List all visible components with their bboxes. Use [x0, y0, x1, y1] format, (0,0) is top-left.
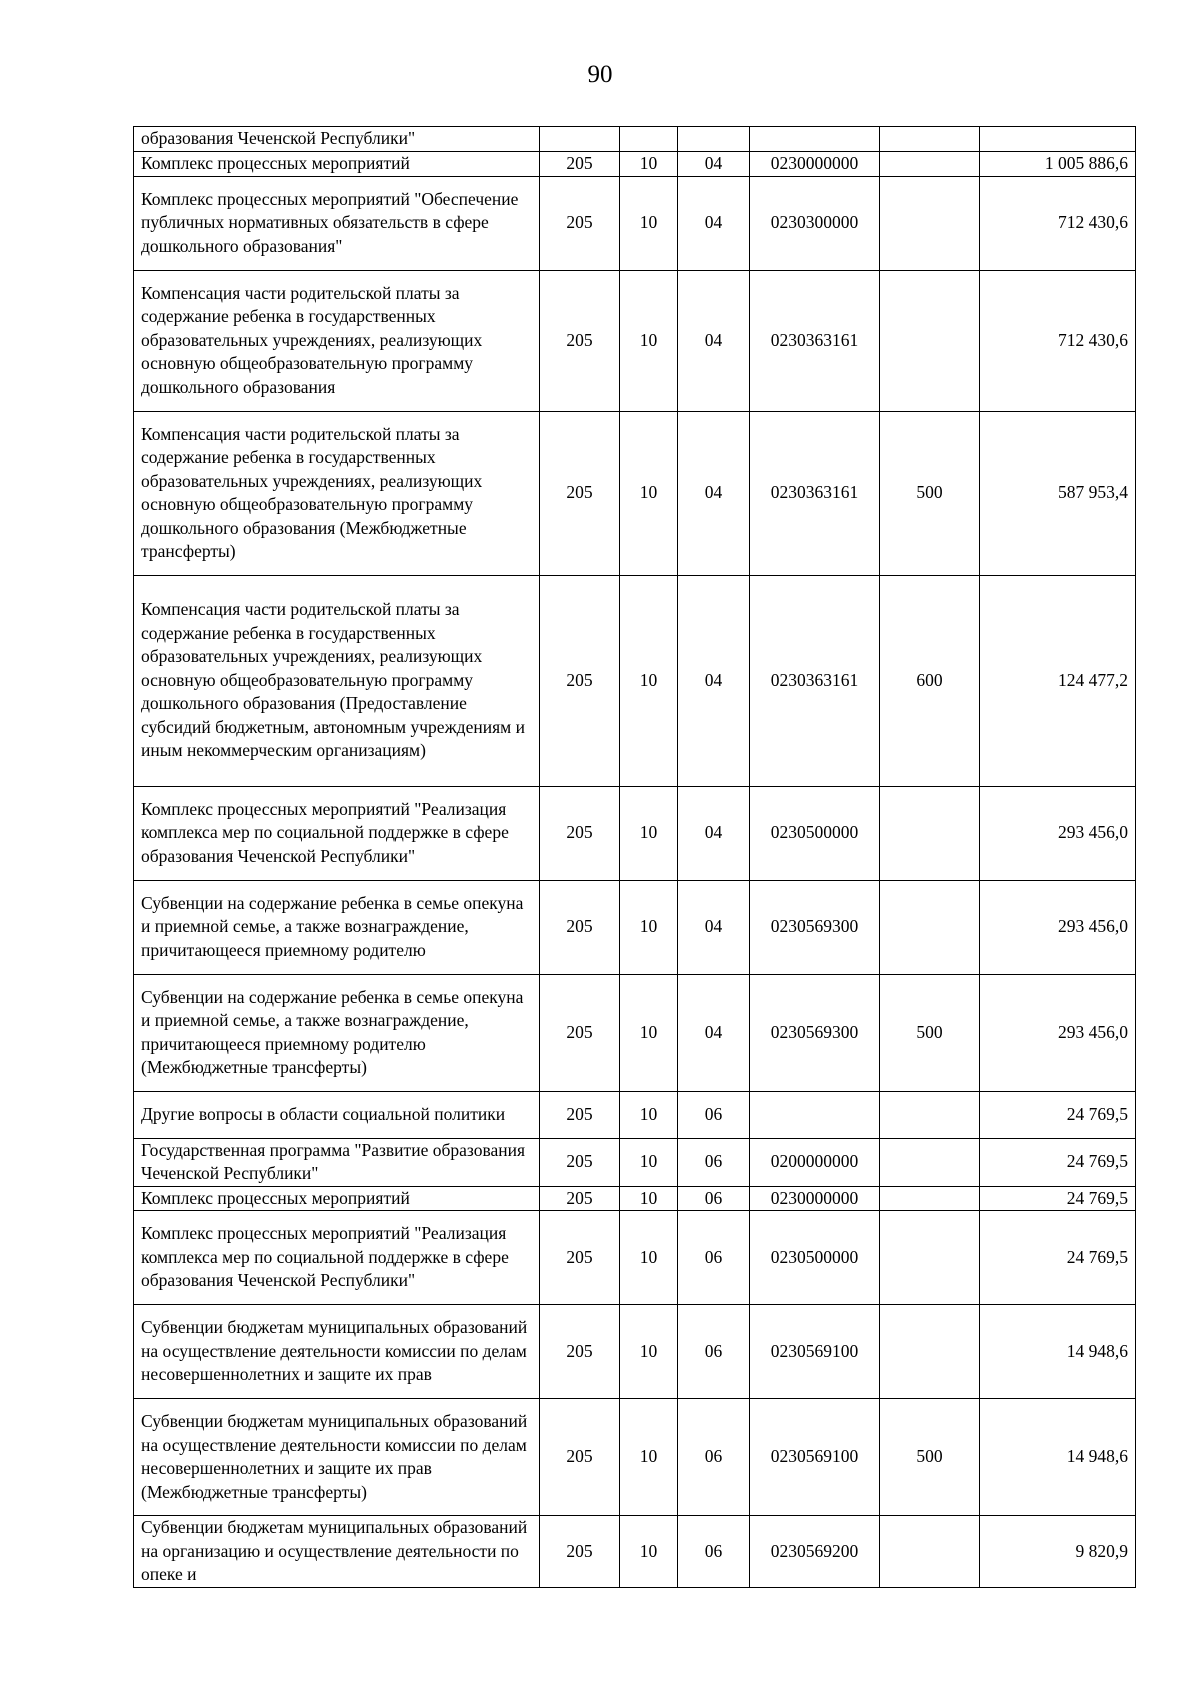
row-name: Компенсация части родительской платы за содержание ребенка в государственных образовательных учреждениях, реализующих основную общеобразовательную программу дошкольного образования (Предоставление субсидий бюджетным, автономным учреждениям и иным некоммерческим организациям) — [134, 575, 540, 786]
row-rz: 10 — [620, 974, 678, 1091]
row-pr: 04 — [678, 270, 750, 411]
row-vr — [880, 1516, 980, 1588]
row-name: образования Чеченской Республики" — [134, 127, 540, 152]
table-row — [134, 1138, 1136, 1186]
table-row — [134, 152, 1136, 177]
table-row — [134, 880, 1136, 974]
row-vr: 500 — [880, 1399, 980, 1516]
row-pr: 04 — [678, 786, 750, 880]
row-rz: 10 — [620, 1305, 678, 1399]
row-sum: 712 430,6 — [980, 176, 1136, 270]
row-name: Комплекс процессных мероприятий — [134, 1186, 540, 1211]
row-vr — [880, 1138, 980, 1186]
page-number: 90 — [587, 61, 613, 88]
row-sum: 24 769,5 — [980, 1091, 1136, 1138]
row-name: Государственная программа "Развитие образования Чеченской Республики" — [134, 1138, 540, 1186]
row-csr: 0230000000 — [750, 152, 880, 177]
row-gr: 205 — [540, 1138, 620, 1186]
row-pr: 04 — [678, 176, 750, 270]
row-pr: 06 — [678, 1516, 750, 1588]
row-name: Компенсация части родительской платы за содержание ребенка в государственных образовательных учреждениях, реализующих основную общеобразовательную программу дошкольного образования (Межбюджетные трансферты) — [134, 411, 540, 575]
row-sum: 293 456,0 — [980, 974, 1136, 1091]
row-csr: 0230000000 — [750, 1186, 880, 1211]
row-rz: 10 — [620, 880, 678, 974]
row-csr: 0230500000 — [750, 786, 880, 880]
row-gr: 205 — [540, 270, 620, 411]
row-vr — [880, 1091, 980, 1138]
row-sum: 712 430,6 — [980, 270, 1136, 411]
row-name: Комплекс процессных мероприятий "Реализация комплекса мер по социальной поддержке в сфере образования Чеченской Республики" — [134, 1211, 540, 1305]
table-row — [134, 786, 1136, 880]
row-name: Субвенции бюджетам муниципальных образований на организацию и осуществление деятельности по опеке и — [134, 1516, 540, 1588]
row-csr: 0230569200 — [750, 1516, 880, 1588]
table-row — [134, 974, 1136, 1091]
row-gr: 205 — [540, 786, 620, 880]
row-vr — [880, 786, 980, 880]
row-sum: 14 948,6 — [980, 1399, 1136, 1516]
row-gr: 205 — [540, 152, 620, 177]
table-row — [134, 1305, 1136, 1399]
row-sum: 24 769,5 — [980, 1138, 1136, 1186]
row-sum: 293 456,0 — [980, 786, 1136, 880]
row-rz: 10 — [620, 270, 678, 411]
row-pr — [678, 127, 750, 152]
row-pr: 04 — [678, 575, 750, 786]
row-csr: 0230569100 — [750, 1305, 880, 1399]
table-row — [134, 1399, 1136, 1516]
row-gr: 205 — [540, 1211, 620, 1305]
row-csr: 0230500000 — [750, 1211, 880, 1305]
row-pr: 06 — [678, 1399, 750, 1516]
row-rz: 10 — [620, 1138, 678, 1186]
row-csr: 0230569300 — [750, 974, 880, 1091]
row-name: Субвенции на содержание ребенка в семье опекуна и приемной семье, а также вознаграждение, причитающееся приемному родителю (Межбюджетные трансферты) — [134, 974, 540, 1091]
row-rz: 10 — [620, 1186, 678, 1211]
row-rz: 10 — [620, 1516, 678, 1588]
row-pr: 06 — [678, 1211, 750, 1305]
table-row — [134, 127, 1136, 152]
row-rz: 10 — [620, 1399, 678, 1516]
row-rz: 10 — [620, 411, 678, 575]
table-row — [134, 1186, 1136, 1211]
row-sum: 14 948,6 — [980, 1305, 1136, 1399]
row-vr — [880, 880, 980, 974]
row-name: Комплекс процессных мероприятий "Обеспечение публичных нормативных обязательств в сфере дошкольного образования" — [134, 176, 540, 270]
row-name: Другие вопросы в области социальной политики — [134, 1091, 540, 1138]
row-pr: 06 — [678, 1305, 750, 1399]
row-gr: 205 — [540, 411, 620, 575]
row-sum — [980, 127, 1136, 152]
row-name: Субвенции на содержание ребенка в семье опекуна и приемной семье, а также вознаграждение, причитающееся приемному родителю — [134, 880, 540, 974]
row-sum: 587 953,4 — [980, 411, 1136, 575]
row-csr: 0230363161 — [750, 270, 880, 411]
row-rz: 10 — [620, 786, 678, 880]
row-vr — [880, 152, 980, 177]
row-gr: 205 — [540, 1091, 620, 1138]
row-gr: 205 — [540, 575, 620, 786]
row-csr: 0230569300 — [750, 880, 880, 974]
row-gr: 205 — [540, 1399, 620, 1516]
row-name: Субвенции бюджетам муниципальных образований на осуществление деятельности комиссии по делам несовершеннолетних и защите их прав (Межбюджетные трансферты) — [134, 1399, 540, 1516]
table-row — [134, 270, 1136, 411]
row-pr: 06 — [678, 1138, 750, 1186]
row-csr — [750, 1091, 880, 1138]
row-rz: 10 — [620, 152, 678, 177]
row-gr: 205 — [540, 176, 620, 270]
table-row — [134, 1091, 1136, 1138]
row-vr — [880, 270, 980, 411]
row-rz: 10 — [620, 1211, 678, 1305]
row-sum: 293 456,0 — [980, 880, 1136, 974]
table-row — [134, 176, 1136, 270]
row-csr: 0230569100 — [750, 1399, 880, 1516]
row-pr: 04 — [678, 974, 750, 1091]
row-pr: 04 — [678, 152, 750, 177]
row-gr: 205 — [540, 974, 620, 1091]
row-csr: 0230363161 — [750, 411, 880, 575]
row-vr: 500 — [880, 974, 980, 1091]
row-name: Субвенции бюджетам муниципальных образований на осуществление деятельности комиссии по делам несовершеннолетних и защите их прав — [134, 1305, 540, 1399]
row-name: Комплекс процессных мероприятий — [134, 152, 540, 177]
row-name: Компенсация части родительской платы за содержание ребенка в государственных образовательных учреждениях, реализующих основную общеобразовательную программу дошкольного образования — [134, 270, 540, 411]
row-name: Комплекс процессных мероприятий "Реализация комплекса мер по социальной поддержке в сфере образования Чеченской Республики" — [134, 786, 540, 880]
budget-table — [133, 126, 1136, 1588]
row-vr: 600 — [880, 575, 980, 786]
row-gr: 205 — [540, 880, 620, 974]
row-sum: 1 005 886,6 — [980, 152, 1136, 177]
row-rz: 10 — [620, 176, 678, 270]
row-vr — [880, 1305, 980, 1399]
table-row — [134, 575, 1136, 786]
row-gr: 205 — [540, 1305, 620, 1399]
row-rz — [620, 127, 678, 152]
row-sum: 24 769,5 — [980, 1211, 1136, 1305]
row-vr — [880, 1211, 980, 1305]
row-vr: 500 — [880, 411, 980, 575]
table-row — [134, 1516, 1136, 1588]
row-csr — [750, 127, 880, 152]
row-csr: 0230300000 — [750, 176, 880, 270]
row-vr — [880, 1186, 980, 1211]
table-row — [134, 411, 1136, 575]
row-csr: 0230363161 — [750, 575, 880, 786]
row-rz: 10 — [620, 575, 678, 786]
row-sum: 124 477,2 — [980, 575, 1136, 786]
row-csr: 0200000000 — [750, 1138, 880, 1186]
row-pr: 04 — [678, 411, 750, 575]
row-rz: 10 — [620, 1091, 678, 1138]
row-pr: 06 — [678, 1091, 750, 1138]
row-sum: 24 769,5 — [980, 1186, 1136, 1211]
table-row — [134, 1211, 1136, 1305]
row-gr: 205 — [540, 1516, 620, 1588]
row-gr: 205 — [540, 1186, 620, 1211]
row-vr — [880, 176, 980, 270]
row-vr — [880, 127, 980, 152]
row-sum: 9 820,9 — [980, 1516, 1136, 1588]
row-gr — [540, 127, 620, 152]
row-pr: 04 — [678, 880, 750, 974]
row-pr: 06 — [678, 1186, 750, 1211]
